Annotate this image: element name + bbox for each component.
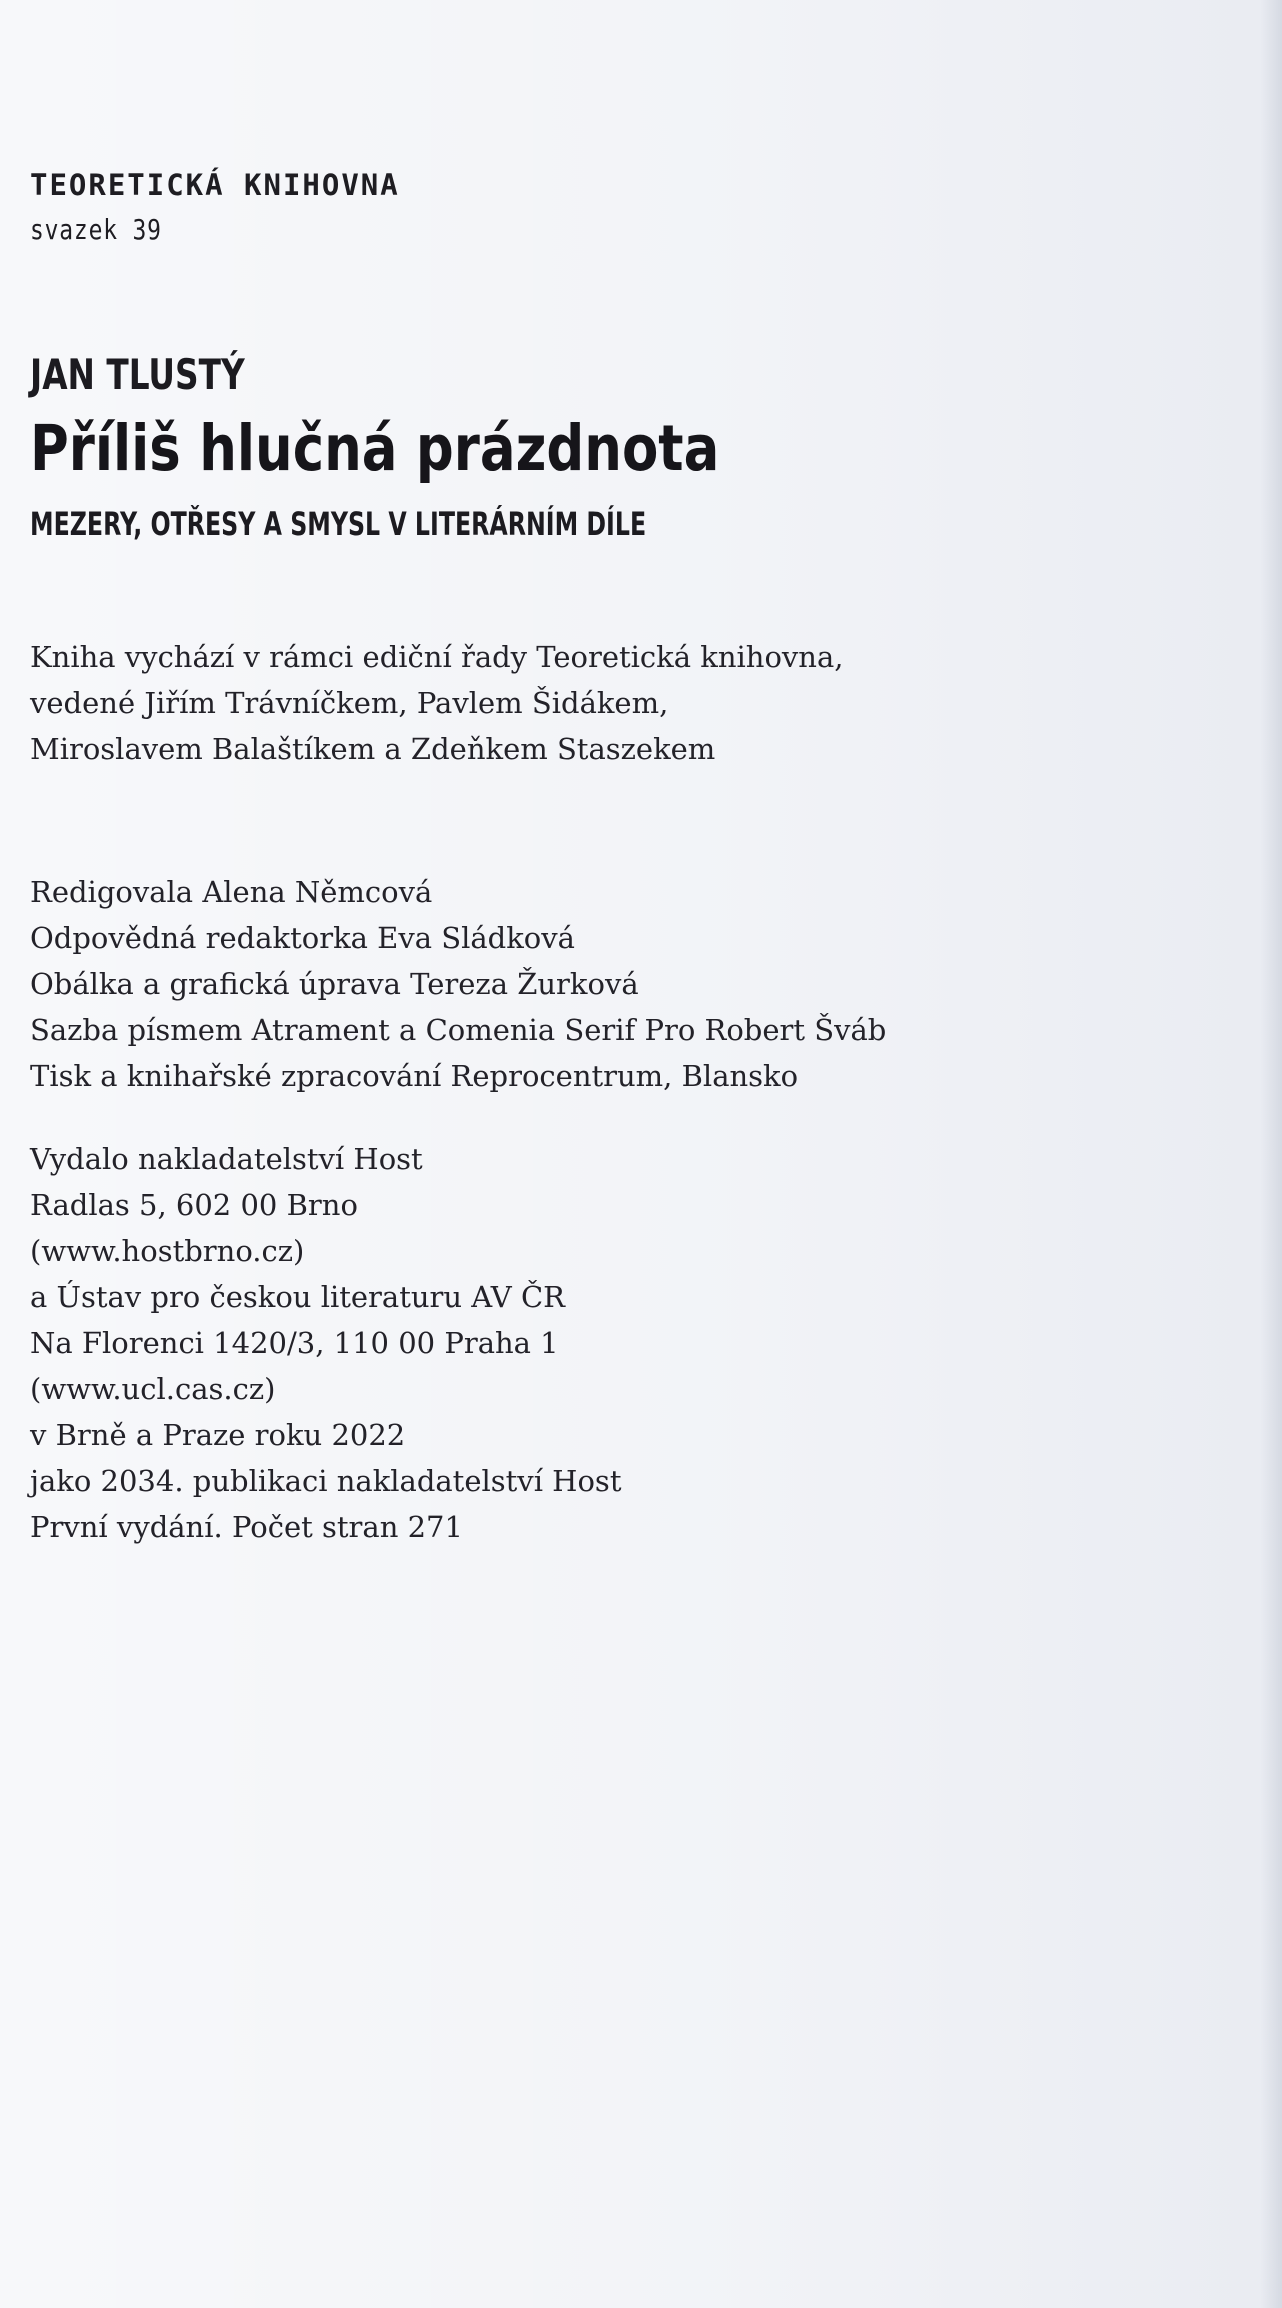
publisher-line: První vydání. Počet stran 271: [30, 1510, 463, 1544]
credit-line: Odpovědná redaktorka Eva Sládková: [30, 921, 575, 955]
credit-line: Redigovala Alena Němcová: [30, 875, 433, 909]
series-note-line: Miroslavem Balaštíkem a Zdeňkem Staszekem: [30, 732, 716, 766]
publisher-line: Na Florenci 1420/3, 110 00 Praha 1: [30, 1326, 559, 1360]
publisher-line: Radlas 5, 602 00 Brno: [30, 1188, 358, 1222]
page-edge-shadow: [1260, 0, 1282, 2308]
credits: [30, 869, 886, 1099]
book-title: Příliš hlučná prázdnota: [30, 412, 720, 485]
author-name: JAN TLUSTÝ: [30, 350, 245, 399]
series-title: TEORETICKÁ KNIHOVNA: [30, 168, 400, 202]
series-note: [30, 634, 844, 772]
publisher-line: (www.ucl.cas.cz): [30, 1372, 276, 1406]
publisher-line: jako 2034. publikaci nakladatelství Host: [30, 1464, 622, 1498]
publisher-line: v Brně a Praze roku 2022: [30, 1418, 406, 1452]
credit-line: Obálka a grafická úprava Tereza Žurková: [30, 967, 639, 1001]
series-note-line: Kniha vychází v rámci ediční řady Teoretická knihovna,: [30, 640, 844, 674]
publisher-info: [30, 1136, 621, 1550]
credit-line: Sazba písmem Atrament a Comenia Serif Pro Robert Šváb: [30, 1013, 887, 1047]
publisher-line: (www.hostbrno.cz): [30, 1234, 305, 1268]
series-note-line: vedené Jiřím Trávníčkem, Pavlem Šidákem,: [30, 686, 669, 720]
book-subtitle: MEZERY, OTŘESY A SMYSL V LITERÁRNÍM DÍLE: [30, 505, 647, 543]
publisher-line: Vydalo nakladatelství Host: [30, 1142, 423, 1176]
publisher-line: a Ústav pro českou literaturu AV ČR: [30, 1280, 565, 1314]
credit-line: Tisk a knihařské zpracování Reprocentrum, Blansko: [30, 1059, 799, 1093]
series-volume: svazek 39: [30, 213, 162, 246]
